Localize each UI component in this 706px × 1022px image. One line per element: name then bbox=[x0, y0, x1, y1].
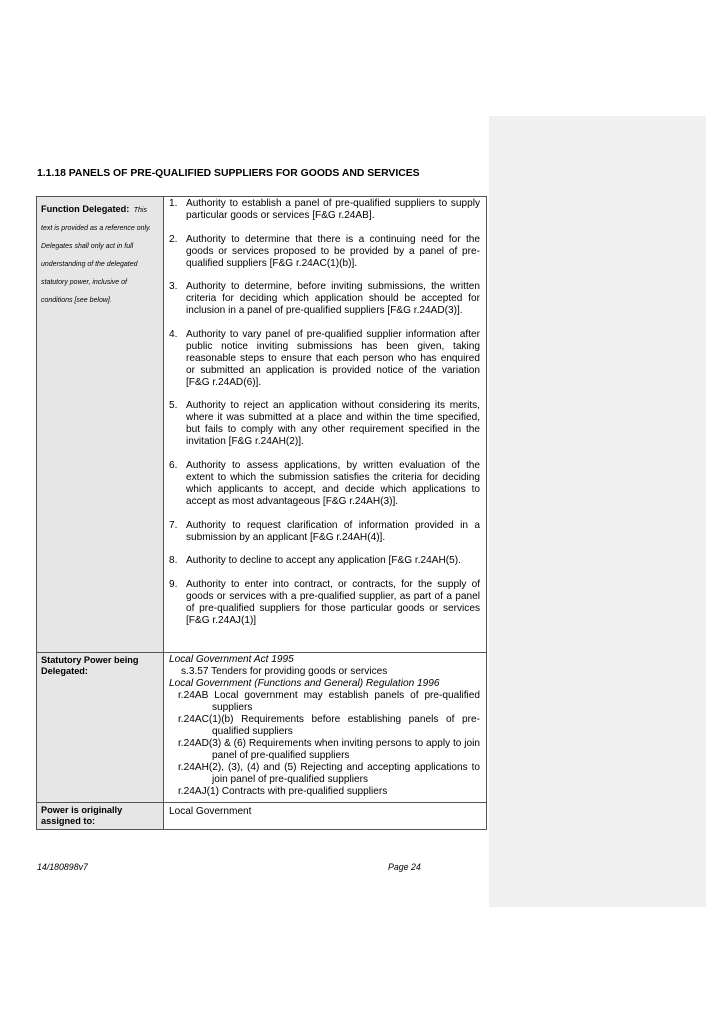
list-item bbox=[169, 555, 480, 567]
act-title: Local Government Act 1995 bbox=[169, 653, 294, 665]
item-text: Authority to enter into contract, or contracts, for the supply of goods or services with a pre-qualified supplier, as part of a panel of pre-qualified suppliers for those particular goods or services [F&G r.24AJ(1)] bbox=[186, 578, 480, 626]
function-list bbox=[169, 198, 480, 627]
regulation-item: r.24AC(1)(b) Requirements before establishing panels of pre-qualified suppliers bbox=[178, 713, 480, 737]
item-text: Authority to assess applications, by written evaluation of the extent to which the submission satisfies the criteria for deciding which applicants to accept, and decide which applications to accept as most advantageous [F&G r.24AH(3)]. bbox=[186, 459, 480, 507]
page-number: Page 24 bbox=[388, 862, 421, 872]
function-label-cell bbox=[37, 197, 164, 653]
list-item bbox=[169, 198, 480, 222]
item-number: 6. bbox=[169, 459, 178, 471]
list-item bbox=[169, 400, 480, 448]
item-text: Authority to determine that there is a continuing need for the goods or services proposed to be provided by a panel of pre-qualified suppliers [F&G r.24AC(1)(b)]. bbox=[186, 233, 480, 269]
regulation-item: r.24AB Local government may establish panels of pre-qualified suppliers bbox=[178, 689, 480, 713]
document-reference: 14/180898v7 bbox=[37, 862, 88, 872]
item-number: 1. bbox=[169, 198, 178, 209]
comment-pane bbox=[489, 116, 706, 907]
item-number: 3. bbox=[169, 281, 178, 293]
assigned-value: Local Government bbox=[169, 805, 252, 817]
item-number: 2. bbox=[169, 233, 178, 245]
item-text: Authority to decline to accept any application [F&G r.24AH(5). bbox=[186, 555, 461, 567]
statutory-row bbox=[37, 652, 487, 802]
delegation-table bbox=[36, 196, 487, 830]
regulation-item: r.24AD(3) & (6) Requirements when inviting persons to apply to join panel of pre-qualified suppliers bbox=[178, 737, 480, 761]
assigned-row bbox=[37, 802, 487, 829]
item-text: Authority to determine, before inviting submissions, the written criteria for deciding which application should be accepted for inclusion in a panel of pre-qualified suppliers [F&G r.24AD(3)]. bbox=[186, 281, 480, 317]
section-heading: 1.1.18 PANELS OF PRE-QUALIFIED SUPPLIERS FOR GOODS AND SERVICES bbox=[37, 168, 420, 179]
list-item bbox=[169, 329, 480, 389]
function-row bbox=[37, 197, 487, 653]
regulation-title: Local Government (Functions and General) Regulation 1996 bbox=[169, 677, 440, 689]
item-text: Authority to reject an application without considering its merits, where it was submitted at a place and within the time specified, but fails to comply with any other requirement specified in the invitation [F&G r.24AH(2)]. bbox=[186, 400, 480, 448]
assigned-label-cell bbox=[37, 802, 164, 829]
list-item bbox=[169, 520, 480, 544]
item-number: 7. bbox=[169, 519, 178, 531]
item-text: Authority to vary panel of pre-qualified supplier information after public notice inviting submissions has been given, taking reasonable steps to ensure that each person who has enquired or submitted an application is provided notice of the variation [F&G r.24AD(6)]. bbox=[186, 328, 480, 388]
item-number: 5. bbox=[169, 400, 178, 412]
statutory-label: Statutory Power being Delegated: bbox=[41, 654, 139, 676]
item-number: 4. bbox=[169, 328, 178, 340]
statutory-label-cell bbox=[37, 652, 164, 802]
act-section: s.3.57 Tenders for providing goods or services bbox=[181, 665, 388, 677]
statutory-value-cell bbox=[164, 652, 487, 802]
assigned-value-cell bbox=[164, 802, 487, 829]
list-item bbox=[169, 234, 480, 270]
function-note: This text is provided as a reference only. Delegates shall only act in full understanding of the delegated statutory power, inclusive of conditions [see below]. bbox=[41, 207, 151, 304]
list-item bbox=[169, 460, 480, 508]
regulation-item: r.24AH(2), (3), (4) and (5) Rejecting and accepting applications to join panel of pre-qualified suppliers bbox=[178, 761, 480, 785]
list-item bbox=[169, 281, 480, 317]
item-number: 8. bbox=[169, 555, 178, 567]
function-label: Function Delegated: bbox=[41, 204, 130, 214]
item-text: Authority to establish a panel of pre-qualified suppliers to supply particular goods or services [F&G r.24AB]. bbox=[186, 198, 480, 221]
item-text: Authority to request clarification of information provided in a submission by an applicant [F&G r.24AH(4)]. bbox=[186, 519, 480, 543]
item-number: 9. bbox=[169, 578, 178, 590]
assigned-label: Power is originally assigned to: bbox=[41, 804, 123, 826]
regulation-item: r.24AJ(1) Contracts with pre-qualified suppliers bbox=[178, 785, 388, 797]
function-items-cell bbox=[164, 197, 487, 653]
list-item bbox=[169, 579, 480, 627]
